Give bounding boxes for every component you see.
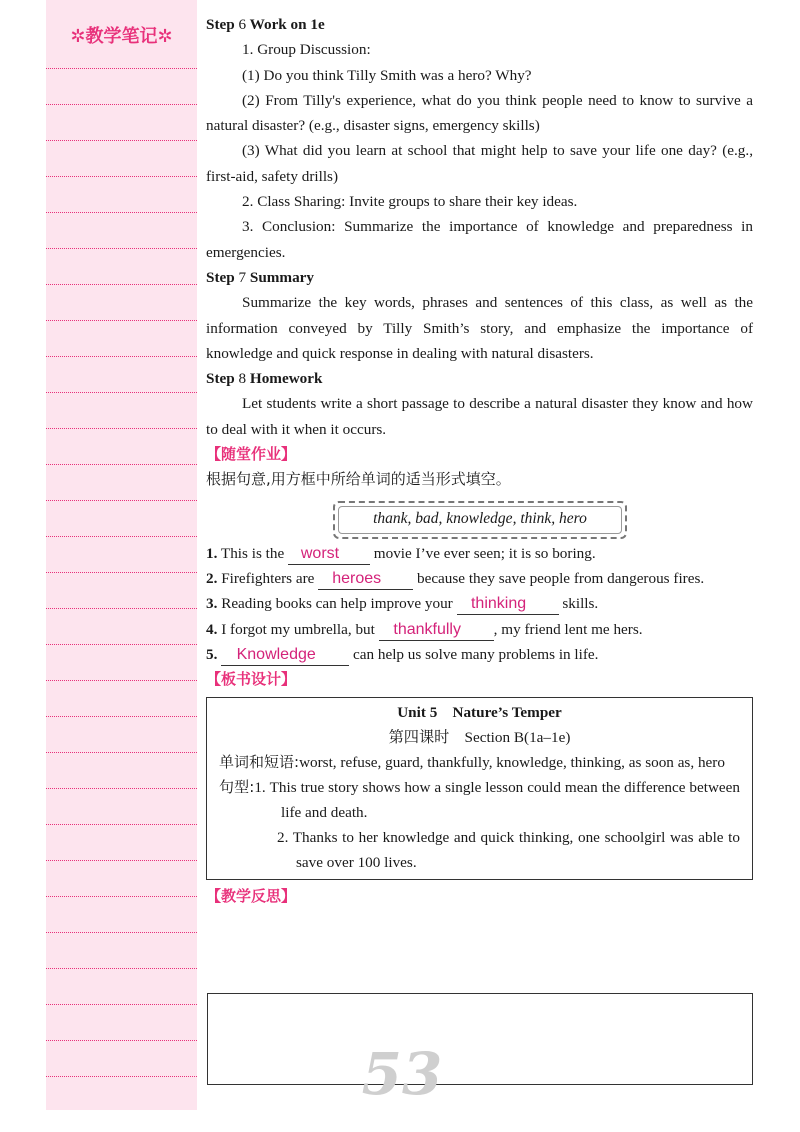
step-title: Homework — [249, 370, 323, 388]
step-title: Summary — [249, 268, 315, 286]
question-4 — [206, 617, 753, 642]
reflection-tag: 【教学反思】 — [206, 887, 297, 906]
board-unit-name: Nature’s Temper — [452, 704, 562, 722]
step6-item: 3. Conclusion: Summarize the importance of knowledge and preparedness in emergencies. — [206, 218, 753, 261]
step6-item: 1. Group Discussion: — [242, 41, 371, 59]
answer-blank[interactable]: worst — [288, 544, 370, 565]
note-line — [46, 608, 197, 609]
question-2 — [206, 566, 753, 591]
note-line — [46, 644, 197, 645]
question-1 — [206, 541, 753, 566]
homework-instruction: 根据句意,用方框中所给单词的适当形式填空。 — [206, 470, 511, 489]
note-line — [46, 536, 197, 537]
page-number: 53 — [361, 1040, 443, 1108]
step-label: Step — [206, 16, 235, 33]
question-text: Firefighters are — [221, 569, 315, 587]
answer-blank[interactable]: thankfully — [379, 620, 494, 641]
board-unit: Unit 5 — [397, 704, 438, 722]
step6-heading — [206, 12, 753, 37]
board-words — [219, 750, 740, 775]
homework-tag: 【随堂作业】 — [206, 445, 297, 464]
note-line — [46, 716, 197, 717]
word-box: thank, bad, knowledge, think, hero — [333, 501, 627, 539]
question-text: because they save people from dangerous fires. — [416, 569, 705, 587]
notes-sidebar — [46, 0, 197, 1110]
board-sentence-text: 1. This true story shows how a single lesson could mean the difference between life and death. — [254, 779, 740, 822]
note-line — [46, 680, 197, 681]
note-line — [46, 392, 197, 393]
step-number: 7 — [238, 268, 247, 286]
question-text: , my friend lent me hers. — [493, 620, 643, 638]
note-line — [46, 1076, 197, 1077]
board-lesson: 第四课时 Section B(1a–1e) — [388, 729, 571, 747]
question-number: 2. — [206, 569, 218, 587]
board-words-label: 单词和短语: — [219, 753, 300, 772]
question-text: skills. — [562, 595, 599, 613]
step6-item: (1) Do you think Tilly Smith was a hero? Why? — [242, 66, 532, 84]
step-label: Step — [206, 268, 235, 286]
step-label: Step — [206, 370, 235, 388]
question-text: movie I’ve ever seen; it is so boring. — [373, 544, 596, 562]
note-line — [46, 140, 197, 141]
note-line — [46, 968, 197, 969]
step8-text: Let students write a short passage to describe a natural disaster they know and how to deal with it when it occurs. — [206, 395, 753, 438]
note-line — [46, 356, 197, 357]
question-5 — [206, 642, 753, 667]
board-sentence — [219, 775, 740, 825]
board-unit-title — [219, 700, 740, 725]
note-line — [46, 176, 197, 177]
notes-title: ✲教学笔记✲ — [70, 26, 173, 47]
note-line — [46, 464, 197, 465]
step6-item: (2) From Tilly's experience, what do you think people need to know to survive a natural disaster? (e.g., disaster signs, emergency skills) — [206, 91, 753, 135]
note-line — [46, 896, 197, 897]
note-line — [46, 1040, 197, 1041]
question-number: 3. — [206, 595, 218, 613]
question-text: can help us solve many problems in life. — [352, 645, 599, 663]
step8-heading — [206, 366, 753, 391]
note-line — [46, 428, 197, 429]
note-line — [46, 572, 197, 573]
board-design-tag: 【板书设计】 — [206, 670, 297, 689]
step-title: Work on 1e — [249, 16, 325, 33]
question-number: 1. — [206, 544, 218, 562]
step-number: 8 — [238, 370, 247, 388]
reflection-box[interactable] — [207, 993, 753, 1085]
answer-blank[interactable]: thinking — [457, 594, 559, 615]
note-line — [46, 932, 197, 933]
board-design-box — [206, 697, 753, 880]
word-box-wrapper — [206, 493, 753, 541]
note-line — [46, 68, 197, 69]
board-sentence: 2. Thanks to her knowledge and quick thinking, one schoolgirl was able to save over 100 lives. — [277, 829, 740, 872]
question-text: I forgot my umbrella, but — [221, 620, 375, 638]
board-sentences-label: 句型: — [219, 778, 255, 797]
note-line — [46, 824, 197, 825]
main-content — [206, 12, 753, 910]
step-number: 6 — [238, 16, 247, 33]
note-line — [46, 1004, 197, 1005]
question-3 — [206, 591, 753, 616]
note-line — [46, 788, 197, 789]
step7-heading — [206, 265, 753, 290]
note-line — [46, 212, 197, 213]
question-number: 5. — [206, 645, 218, 663]
note-line — [46, 284, 197, 285]
question-number: 4. — [206, 620, 218, 638]
board-words-list: worst, refuse, guard, thankfully, knowledge, thinking, as soon as, hero — [299, 754, 725, 772]
note-line — [46, 752, 197, 753]
answer-blank[interactable]: Knowledge — [221, 645, 349, 666]
note-line — [46, 320, 197, 321]
answer-blank[interactable]: heroes — [318, 569, 413, 590]
question-text: Reading books can help improve your — [221, 595, 453, 613]
step6-item: (3) What did you learn at school that might help to save your life one day? (e.g., first-aid, safety drills) — [206, 142, 753, 185]
note-line — [46, 104, 197, 105]
note-line — [46, 500, 197, 501]
note-line — [46, 248, 197, 249]
note-line — [46, 860, 197, 861]
step6-item: 2. Class Sharing: Invite groups to share their key ideas. — [242, 193, 578, 211]
step7-text: Summarize the key words, phrases and sentences of this class, as well as the information conveyed by Tilly Smith’s story, and emphasize the importance of knowledge and quick response in dealing with natural disasters. — [206, 294, 753, 362]
question-text: This is the — [220, 544, 285, 562]
